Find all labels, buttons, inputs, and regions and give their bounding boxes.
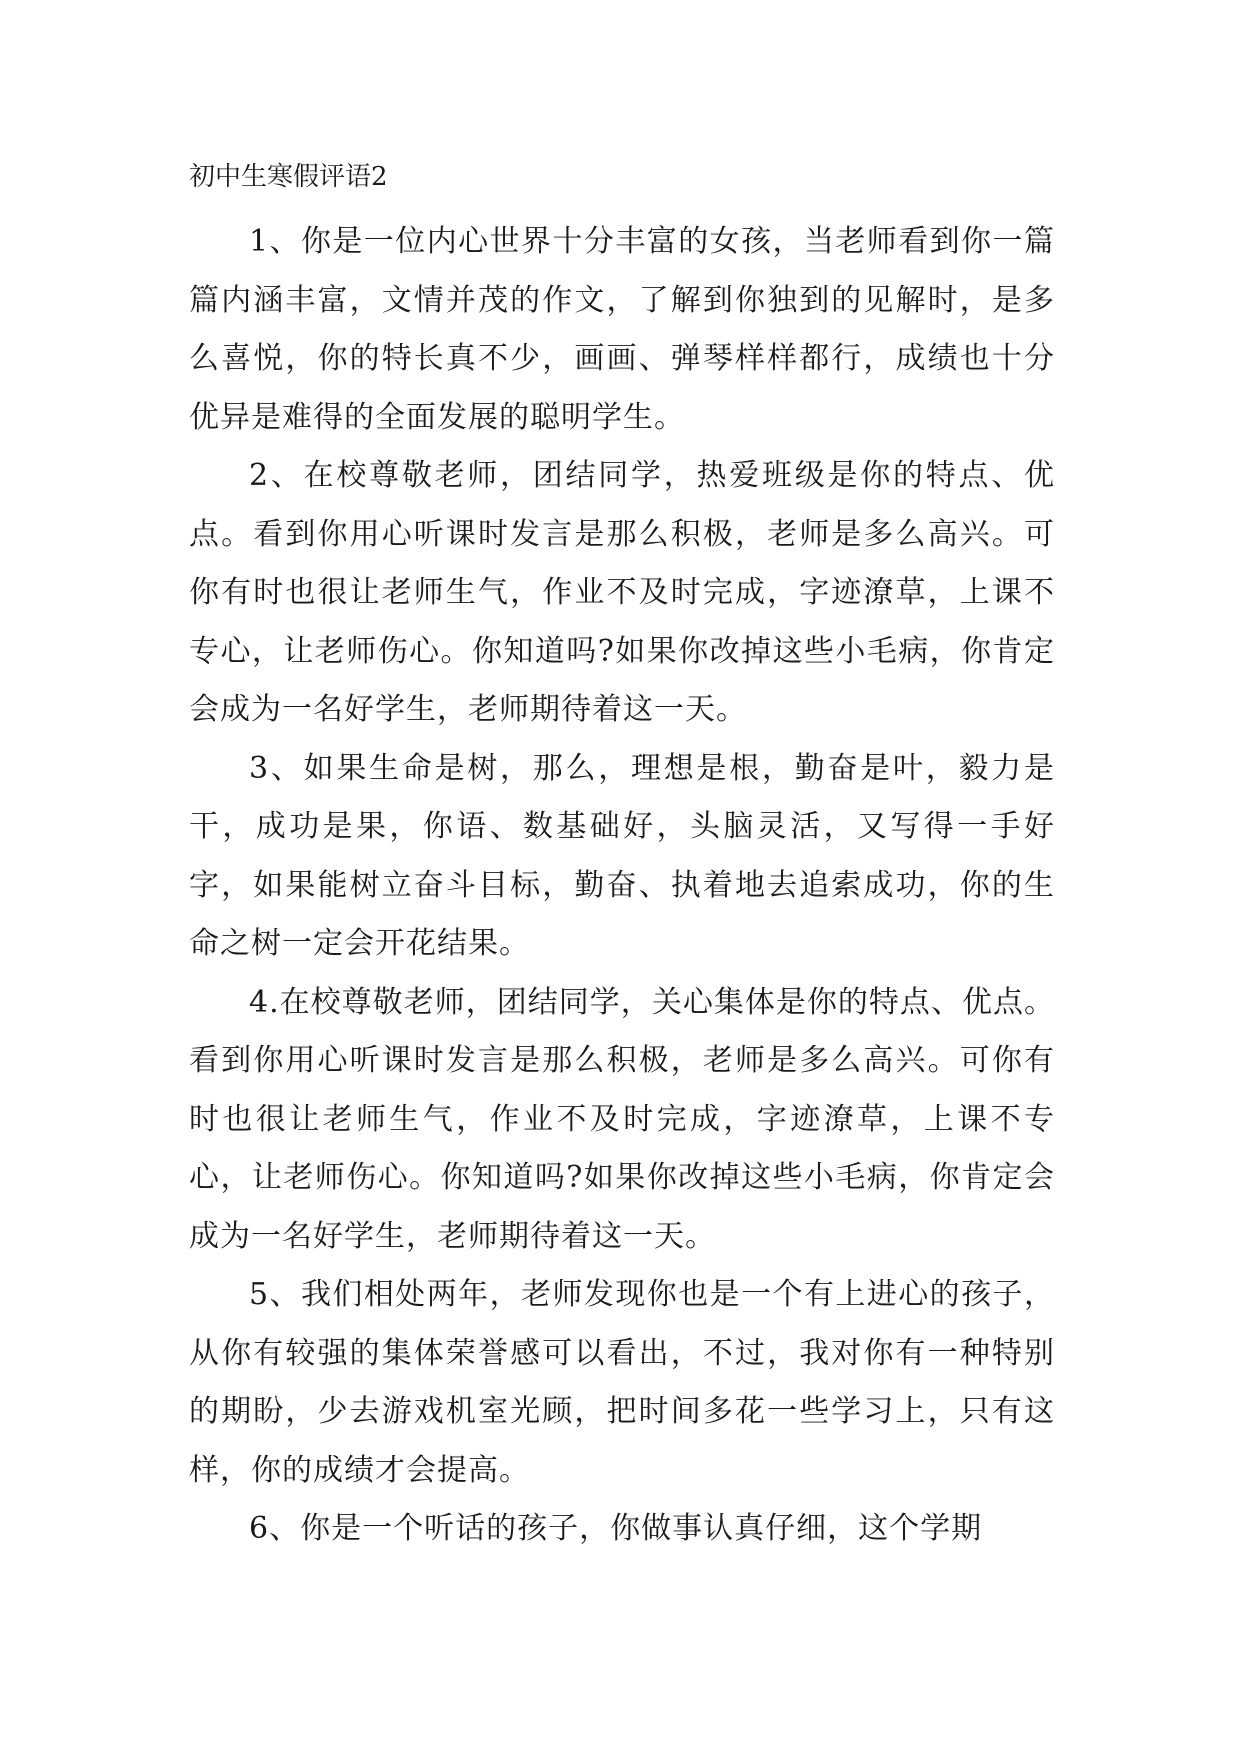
paragraph-3: 3、如果生命是树，那么，理想是根，勤奋是叶，毅力是干，成功是果，你语、数基础好，头脑灵活，又写得一手好字，如果能树立奋斗目标，勤奋、执着地去追索成功，你的生命之树一定会开花结果。 — [189, 750, 1055, 961]
paragraph-6: 6、你是一个听话的孩子，你做事认真仔细，这个学期 — [249, 1511, 983, 1546]
paragraph-2: 2、在校尊敬老师，团结同学，热爱班级是你的特点、优点。看到你用心听课时发言是那么积极，老师是多么高兴。可你有时也很让老师生气，作业不及时完成，字迹潦草，上课不专心，让老师伤心。你知道吗?如果你改掉这些小毛病，你肯定会成为一名好学生，老师期待着这一天。 — [189, 458, 1055, 727]
document-body — [189, 160, 1055, 1559]
paragraph-5: 5、我们相处两年，老师发现你也是一个有上进心的孩子，从你有较强的集体荣誉感可以看出，不过，我对你有一种特别的期盼，少去游戏机室光顾，把时间多花一些学习上，只有这样，你的成绩才会提高。 — [189, 1277, 1055, 1488]
paragraph-4: 4.在校尊敬老师，团结同学，关心集体是你的特点、优点。看到你用心听课时发言是那么积极，老师是多么高兴。可你有时也很让老师生气，作业不及时完成，字迹潦草，上课不专心，让老师伤心。你知道吗?如果你改掉这些小毛病，你肯定会成为一名好学生，老师期待着这一天。 — [189, 984, 1055, 1254]
paragraph-1: 1、你是一位内心世界十分丰富的女孩，当老师看到你一篇篇内涵丰富，文情并茂的作文，了解到你独到的见解时，是多么喜悦，你的特长真不少，画画、弹琴样样都行，成绩也十分优异是难得的全面发展的聪明学生。 — [189, 224, 1055, 435]
document-title: 初中生寒假评语2 — [189, 162, 388, 192]
